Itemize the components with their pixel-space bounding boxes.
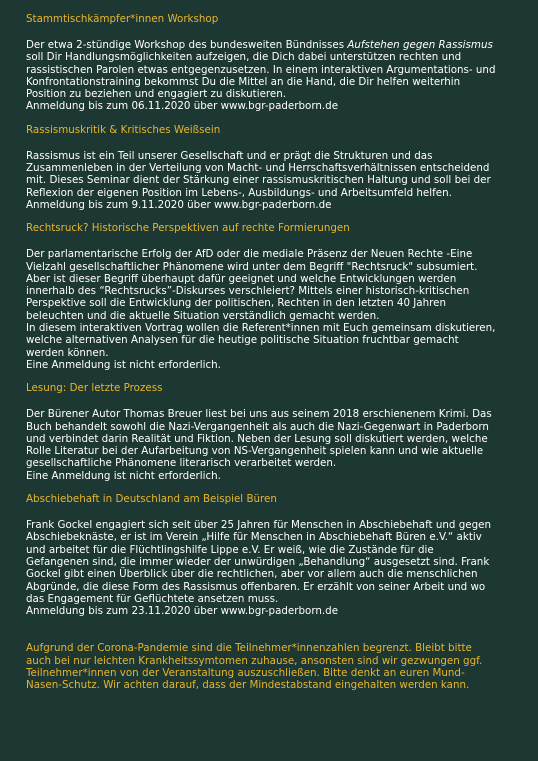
description-line: Buch behandelt sowohl die Nazi-Vergangenheit als auch die Nazi-Gegenwart in Paderborn <box>26 420 489 433</box>
description-line: Gockel gibt einen Überblick über die rechtlichen, aber vor allem auch die menschlichen <box>26 568 478 581</box>
event-description <box>26 408 520 482</box>
description-line: innerhalb des “Rechtsrucks”-Diskurses verschleiert? Mittels einer historisch-kritischen <box>26 285 470 298</box>
description-line: Der Bürener Autor Thomas Breuer liest bei uns aus seinem 2018 erschienenem Krimi. Das <box>26 408 492 421</box>
event-description <box>26 248 520 371</box>
description-line: Rassismus ist ein Teil unserer Gesellschaft und er prägt die Strukturen und das <box>26 149 433 162</box>
event-section-rassismuskritik <box>26 124 520 211</box>
event-description <box>26 150 520 211</box>
description-line: Perspektive soll die Entwicklung der politischen, Rechten in den letzten 40 Jahren <box>26 297 447 310</box>
description-line: Der parlamentarische Erfolg der AfD oder die mediale Präsenz der Neuen Rechte -Eine <box>26 248 473 261</box>
notice-line: Teilnehmer*innen von der Veranstaltung auszuschließen. Bitte denkt an euren Mund- <box>26 666 465 679</box>
description-line: Gefangenen sind, die immer wieder der unwürdigen „Behandlung“ ausgesetzt sind. Frank <box>26 555 490 568</box>
description-line: Konfrontationstraining bekommst Du die Mittel an die Hand, die Dir helfen weiterhin <box>26 75 461 88</box>
description-line: In diesem interaktiven Vortrag wollen die Referent*innen mit Euch gemeinsam diskutieren, <box>26 322 496 335</box>
description-line: Reflexion der eigenen Position im Lebens-, Ausbildungs- und Arbeitsumfeld helfen. <box>26 186 452 199</box>
description-line: Abschiebeknäste, er ist im Verein „Hilfe für Menschen in Abschiebehaft Büren e.V.“ aktiv <box>26 531 482 544</box>
description-line: werden können. <box>26 346 109 359</box>
notice-line: Aufgrund der Corona-Pandemie sind die Teilnehmer*innenzahlen begrenzt. Bleibt bitte <box>26 642 472 655</box>
description-line: und verbindet darin Realität und Fiktion. Neben der Lesung soll diskutiert werden, welche <box>26 432 488 445</box>
event-description <box>26 519 520 617</box>
notice-line: Nasen-Schutz. Wir achten darauf, dass der Mindestabstand eingehalten werden kann. <box>26 679 470 692</box>
notice-line: auch bei nur leichten Krankheitssymtomen zuhause, ansonsten sind wir gezwungen ggf. <box>26 654 483 667</box>
event-title: Stammtischkämpfer*innen Workshop <box>26 13 219 25</box>
description-line: Abgründe, die diese Form des Rassismus offenbaren. Er erzählt von seiner Arbeit und wo <box>26 580 486 593</box>
corona-notice <box>26 642 520 691</box>
description-line: Frank Gockel engagiert sich seit über 25 Jahren für Menschen in Abschiebehaft und gegen <box>26 519 491 532</box>
event-description <box>26 39 520 113</box>
registration-info: Anmeldung bis zum 9.11.2020 über www.bgr-paderborn.de <box>26 198 332 211</box>
description-line: Vielzahl gesellschaftlicher Phänomene wird unter dem Begriff "Rechtsruck" subsumiert. <box>26 260 478 273</box>
event-title: Rechtsruck? Historische Perspektiven auf rechte Formierungen <box>26 222 350 235</box>
description-line: beleuchten und die aktuelle Situation verständlich gemacht werden. <box>26 309 380 322</box>
description-line: gesellschaftliche Phänomene literarisch verarbeitet werden. <box>26 457 337 470</box>
registration-info: Eine Anmeldung ist nicht erforderlich. <box>26 469 221 482</box>
event-section-workshop <box>26 13 520 113</box>
registration-info: Anmeldung bis zum 06.11.2020 über www.bgr-paderborn.de <box>26 100 339 113</box>
description-line: soll Dir Handlungsmöglichkeiten aufzeigen, die Dich dabei unterstützen rechten und <box>26 51 462 64</box>
event-section-rechtsruck <box>26 222 520 371</box>
description-line: Aber ist dieser Begriff überhaupt dafür geeignet und welche Entwicklungen werden <box>26 272 457 285</box>
description-line: rassistischen Parolen etwas entgegenzusetzen. In einem interaktiven Argumentations- und <box>26 63 496 76</box>
description-line: Zusammenleben in der Verteilung von Macht- und Herrschaftsverhältnissen entscheidend <box>26 162 490 175</box>
event-title: Abschiebehaft in Deutschland am Beispiel Büren <box>26 493 277 506</box>
description-line: mit. Dieses Seminar dient der Stärkung einer rassismuskritischen Haltung und soll bei der <box>26 174 491 187</box>
description-line: Rolle Literatur bei der Aufarbeitung von NS-Vergangenheit spielen kann und wie aktuelle <box>26 445 484 458</box>
description-line: und arbeitet für die Flüchtlingshilfe Lippe e.V. Er weiß, wie die Zustände für die <box>26 543 434 556</box>
description-line: das Engagement für Geflüchtete ansetzen muss. <box>26 592 279 605</box>
alliance-name: Aufstehen gegen Rassismus <box>347 39 493 51</box>
registration-info: Eine Anmeldung ist nicht erforderlich. <box>26 358 221 371</box>
description-line: welche alternativen Analysen für die heutige politische Situation fruchtbar gemacht <box>26 334 459 347</box>
registration-info: Anmeldung bis zum 23.11.2020 über www.bgr-paderborn.de <box>26 605 339 618</box>
event-title: Lesung: Der letzte Prozess <box>26 382 163 395</box>
description-line: Position zu beziehen und engagiert zu diskutieren. <box>26 88 287 101</box>
description-line <box>26 39 520 51</box>
event-section-lesung <box>26 382 520 482</box>
event-title: Rassismuskritik & Kritisches Weißsein <box>26 123 221 136</box>
event-section-abschiebehaft <box>26 493 520 617</box>
description-line-start: Der etwa 2-stündige Workshop des bundesweiten Bündnisses <box>26 39 348 51</box>
